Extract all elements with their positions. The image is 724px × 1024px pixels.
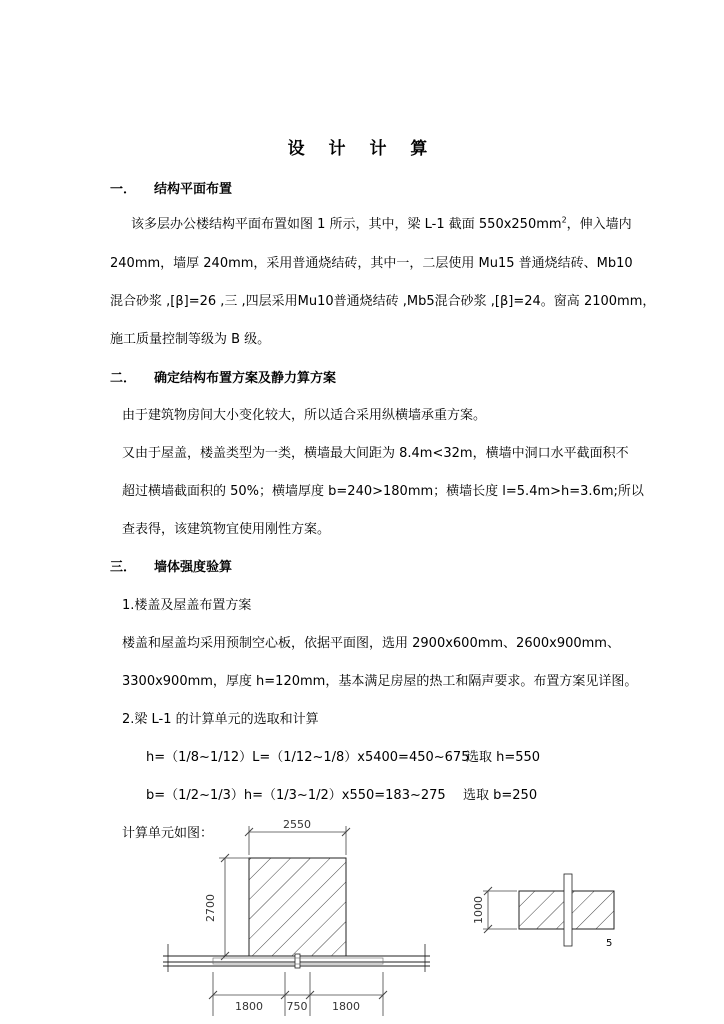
formula-h: h=（1/8~1/12）L=（1/12~1/8）x5400=450~675 [146,750,470,765]
section-number: 三． [110,560,137,575]
section-label: 确定结构布置方案及静力算方案 [154,371,337,386]
paragraph-line: 楼盖和屋盖均采用预制空心板，依据平面图，选用 2900x600mm、2600x900mm、 [122,636,620,651]
paragraph-line: 240mm，墙厚 240mm，采用普通烧结砖，其中一，二层使用 Mu15 普通烧结砖、Mb10 [110,256,633,271]
column-section [564,874,572,946]
section-number: 一． [110,182,137,197]
caption: 计算单元如图： [122,826,214,841]
paragraph-line: 又由于屋盖，楼盖类型为一类，横墙最大间距为 8.4m<32m，横墙中洞口水平截面积不 [122,446,629,461]
paragraph-line: 由于建筑物房间大小变化较大，所以适合采用纵横墙承重方案。 [122,408,487,423]
paragraph-line: 超过横墙截面积的 50%；横墙厚度 b=240>180mm；横墙长度 l=5.4m>h=3.6m;所以 [122,484,644,499]
section-label: 墙体强度验算 [154,560,233,575]
dim-label-bottom: 1800 [332,1000,360,1013]
dim-label-left: 2700 [204,894,217,922]
paragraph-line: 施工质量控制等级为 B 级。 [110,332,271,347]
dim-label-small: 1000 [472,896,485,924]
superscript: 2 [561,215,567,225]
paragraph-line: 混合砂浆 ,[β]=26 ,三 ,四层采用Mu10普通烧结砖 ,Mb5混合砂浆 ,[β]=24。窗高 2100mm， [110,294,656,309]
text-run: 该多层办公楼结构平面布置如图 1 所示，其中，梁 L-1 截面 550x250mm [131,217,562,232]
page-number: 5 [606,938,613,949]
column-mark [295,954,300,968]
page-title: 设 计 计 算 [287,139,437,159]
section-label: 结构平面布置 [154,182,233,197]
paragraph-line: 3300x900mm，厚度 h=120mm，基本满足房屋的热工和隔声要求。布置方案见详图。 [122,674,638,689]
paragraph-line: 查表得，该建筑物宜使用刚性方案。 [122,522,331,537]
dim-label-bottom: 1800 [235,1000,263,1013]
hatched-unit-area [249,858,346,956]
dim-label-top: 2550 [283,818,311,831]
section-number: 二． [110,371,137,386]
dim-label-bottom: 750 [286,1000,308,1013]
selection-h: 选取 h=550 [466,750,541,765]
subheading: 1.楼盖及屋盖布置方案 [122,598,252,613]
text-run: ，伸入墙内 [566,217,632,232]
formula-b: b=（1/2~1/3）h=（1/3~1/2）x550=183~275 [146,788,446,803]
subheading: 2.梁 L-1 的计算单元的选取和计算 [122,712,319,727]
selection-b: 选取 b=250 [463,788,538,803]
